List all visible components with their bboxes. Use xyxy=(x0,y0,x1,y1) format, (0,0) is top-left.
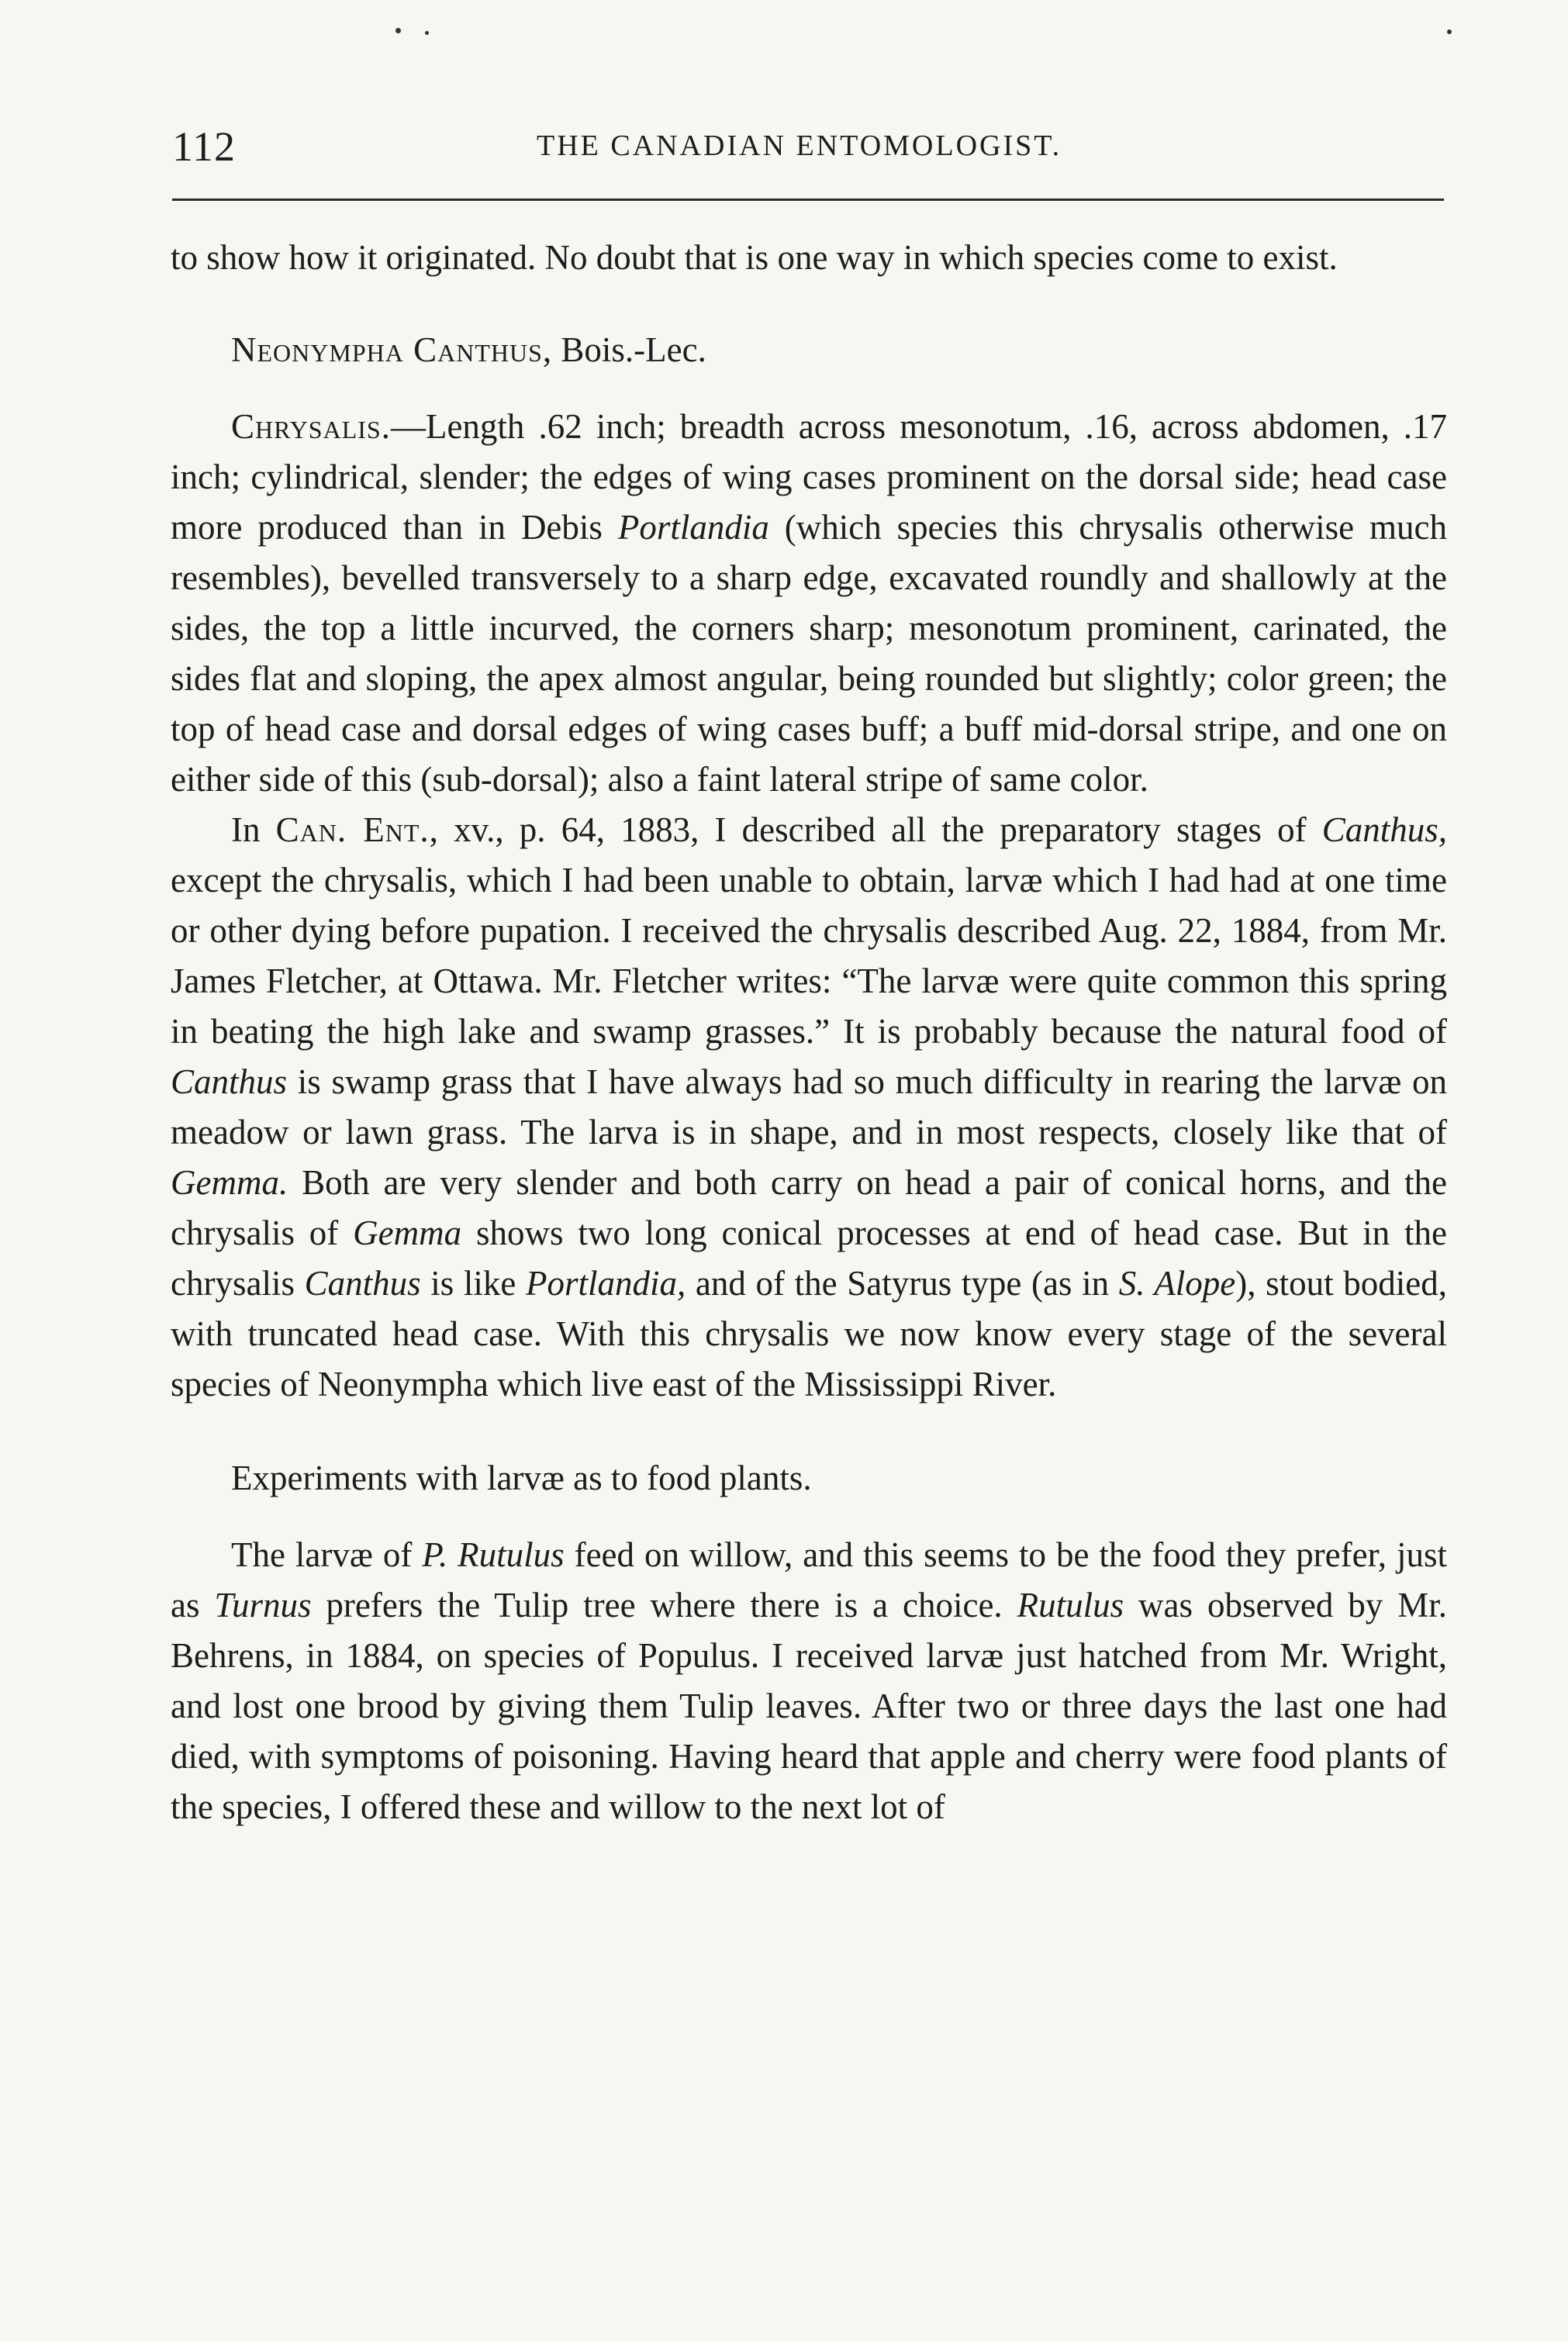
text-run: ), stout bodied, with truncated head case. With this chrysalis we now know every stage of the several species of Neonympha which live east of the Mississippi River. xyxy=(171,1264,1447,1404)
paragraph-chrysalis xyxy=(171,402,1447,805)
italic-run: Portlandia xyxy=(617,508,769,547)
section-heading-experiments: Experiments with larvæ as to food plants. xyxy=(231,1459,812,1497)
italic-run: Turnus xyxy=(214,1586,312,1625)
text-run: is swamp grass that I have always had so much difficulty in rearing the larvæ on meadow or lawn grass. The larva is in shape, and in most respects, closely like that of xyxy=(171,1062,1447,1152)
species-heading xyxy=(171,325,1447,375)
text-run: is like xyxy=(420,1264,527,1303)
text-run: —Length .62 inch; breadth across mesonotum, .16, across abdomen, .17 inch; cylindrical, slender; the edges of wing cases prominent on the dorsal side; head case more produced than in Debis xyxy=(171,407,1447,547)
text-run: In xyxy=(231,810,276,849)
text-run: shows two long conical processes at end of head case. But in the chrysalis xyxy=(171,1214,1447,1303)
print-speck xyxy=(1447,29,1452,34)
journal-abbrev: Can. Ent. xyxy=(275,810,430,849)
italic-run: Rutulus xyxy=(1017,1586,1124,1625)
paragraph-continuation: to show how it originated. No doubt that is one way in which species come to exist. xyxy=(171,238,1338,277)
header-rule xyxy=(172,199,1444,201)
text-run: (which species this chrysalis otherwise much resembles), bevelled transversely to a sharp edge, excavated roundly and shallowly at the sides, the top a little incurved, the corners sharp; mesonotum prominent, carinated, the sides flat and sloping, the apex almost angular, being rounded but slightly; color green; the top of head case and dorsal edges of wing cases buff; a buff mid-dorsal stripe, and one on either side of this (sub-dorsal); also a faint lateral stripe of same color. xyxy=(171,508,1448,799)
paragraph-rutulus xyxy=(171,1530,1447,1832)
page-number: 112 xyxy=(172,123,236,170)
text-run: Both are very slender and both carry on head a pair of conical horns, and the chrysalis of xyxy=(171,1163,1447,1252)
species-authority: Bois.-Lec. xyxy=(552,330,706,369)
italic-run: Canthus xyxy=(171,1062,288,1101)
italic-run: Gemma. xyxy=(171,1163,288,1202)
page-header xyxy=(172,123,1444,169)
text-run: The larvæ of xyxy=(231,1535,423,1574)
text-run: and of the Satyrus type (as in xyxy=(686,1264,1119,1303)
text-run: , xv., p. 64, 1883, I described all the preparatory stages of xyxy=(429,810,1322,849)
italic-run: Portlandia, xyxy=(526,1264,686,1303)
running-title: THE CANADIAN ENTOMOLOGIST. xyxy=(537,129,1062,162)
species-name: Neonympha Canthus, xyxy=(231,330,553,369)
print-speck xyxy=(425,31,429,35)
text-run: except the chrysalis, which I had been unable to obtain, larvæ which I had had at one time or other dying before pupation. I received the chrysalis described Aug. 22, 1884, from Mr. James Fletcher, at Ottawa. Mr. Fletcher writes: “The larvæ were quite common this spring in beating the high lake and swamp grasses.” It is probably because the natural food of xyxy=(171,861,1447,1051)
text-run: feed on willow, and this seems to be the food they prefer, just as xyxy=(171,1535,1447,1625)
text-run: was observed by Mr. Behrens, in 1884, on species of Populus. I received larvæ just hatched from Mr. Wright, and lost one brood by giving them Tulip leaves. After two or three days the last one had died, with symptoms of poisoning. Having heard that apple and cherry were food plants of the species, I offered these and willow to the next lot of xyxy=(171,1586,1447,1826)
italic-run: Canthus, xyxy=(1321,810,1447,849)
print-speck xyxy=(395,28,401,33)
italic-run: Gemma xyxy=(353,1214,462,1252)
text-run: prefers the Tulip tree where there is a choice. xyxy=(311,1586,1017,1625)
page-body xyxy=(171,233,1447,1832)
italic-run: P. Rutulus xyxy=(422,1535,565,1574)
italic-run: S. Alope xyxy=(1118,1264,1236,1303)
italic-run: Canthus xyxy=(304,1264,421,1303)
chrysalis-lead: Chrysalis. xyxy=(231,407,391,446)
paragraph-canthus xyxy=(171,805,1447,1410)
